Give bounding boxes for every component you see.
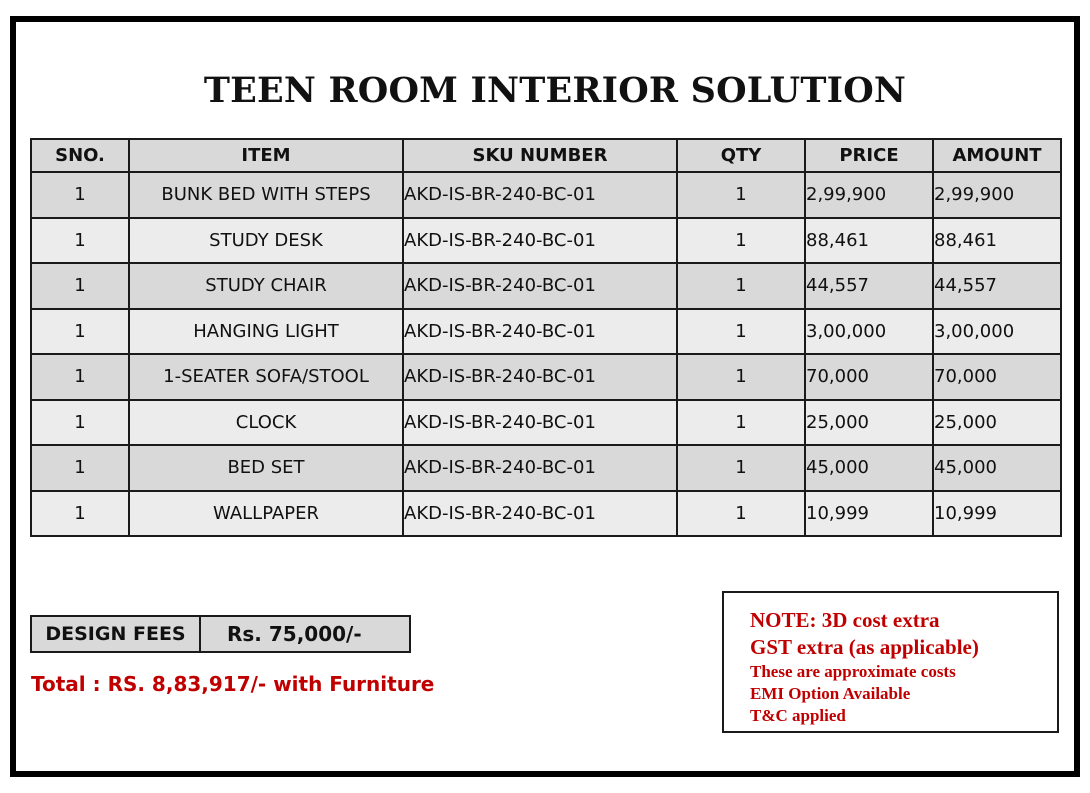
cell-amount: 44,557: [933, 263, 1061, 309]
cell-item: 1-SEATER SOFA/STOOL: [129, 354, 403, 400]
cell-sno: 1: [31, 445, 129, 491]
cell-qty: 1: [677, 218, 805, 264]
cell-amount: 70,000: [933, 354, 1061, 400]
cell-item: CLOCK: [129, 400, 403, 446]
cell-sno: 1: [31, 263, 129, 309]
cell-amount: 88,461: [933, 218, 1061, 264]
cell-qty: 1: [677, 400, 805, 446]
cell-price: 88,461: [805, 218, 933, 264]
cell-price: 3,00,000: [805, 309, 933, 355]
cell-item: STUDY CHAIR: [129, 263, 403, 309]
cell-sno: 1: [31, 172, 129, 218]
note-line: NOTE: 3D cost extra: [750, 608, 940, 632]
cell-sku: AKD-IS-BR-240-BC-01: [403, 445, 677, 491]
header-sku: SKU NUMBER: [403, 139, 677, 172]
cell-sku: AKD-IS-BR-240-BC-01: [403, 491, 677, 537]
table-header-row: [31, 139, 1061, 172]
header-amount: AMOUNT: [933, 139, 1061, 172]
design-fees-label: DESIGN FEES: [31, 616, 200, 652]
cell-item: WALLPAPER: [129, 491, 403, 537]
note-line: These are approximate costs: [750, 662, 956, 681]
cell-amount: 10,999: [933, 491, 1061, 537]
cell-item: BED SET: [129, 445, 403, 491]
note-line: EMI Option Available: [750, 684, 911, 703]
table-row: [31, 172, 1061, 218]
table-row: [31, 445, 1061, 491]
cell-sku: AKD-IS-BR-240-BC-01: [403, 218, 677, 264]
cell-price: 70,000: [805, 354, 933, 400]
cell-price: 44,557: [805, 263, 933, 309]
cell-sku: AKD-IS-BR-240-BC-01: [403, 172, 677, 218]
design-fees-value: Rs. 75,000/-: [200, 616, 410, 652]
table-row: [31, 491, 1061, 537]
items-table: [30, 138, 1062, 537]
cell-sno: 1: [31, 400, 129, 446]
header-price: PRICE: [805, 139, 933, 172]
cell-sku: AKD-IS-BR-240-BC-01: [403, 354, 677, 400]
design-fees-box: [30, 615, 411, 653]
cell-price: 10,999: [805, 491, 933, 537]
cell-item: BUNK BED WITH STEPS: [129, 172, 403, 218]
cell-price: 2,99,900: [805, 172, 933, 218]
table-row: [31, 309, 1061, 355]
cell-amount: 2,99,900: [933, 172, 1061, 218]
cell-sno: 1: [31, 354, 129, 400]
cell-sku: AKD-IS-BR-240-BC-01: [403, 263, 677, 309]
cell-sno: 1: [31, 218, 129, 264]
cell-sku: AKD-IS-BR-240-BC-01: [403, 400, 677, 446]
cell-amount: 25,000: [933, 400, 1061, 446]
note-line: T&C applied: [750, 706, 846, 725]
cell-qty: 1: [677, 172, 805, 218]
cell-qty: 1: [677, 309, 805, 355]
cell-qty: 1: [677, 445, 805, 491]
cell-amount: 3,00,000: [933, 309, 1061, 355]
cell-item: HANGING LIGHT: [129, 309, 403, 355]
table-row: [31, 400, 1061, 446]
cell-sno: 1: [31, 491, 129, 537]
table-row: [31, 354, 1061, 400]
page-title: TEEN ROOM INTERIOR SOLUTION: [203, 70, 907, 111]
header-item: ITEM: [129, 139, 403, 172]
cell-qty: 1: [677, 491, 805, 537]
note-box: [722, 591, 1059, 733]
total-amount: Total : RS. 8,83,917/- with Furniture: [31, 672, 435, 696]
table-row: [31, 263, 1061, 309]
header-qty: QTY: [677, 139, 805, 172]
cell-amount: 45,000: [933, 445, 1061, 491]
header-sno: SNO.: [31, 139, 129, 172]
note-line: GST extra (as applicable): [750, 635, 979, 659]
cell-price: 25,000: [805, 400, 933, 446]
cell-sno: 1: [31, 309, 129, 355]
cell-qty: 1: [677, 354, 805, 400]
cell-qty: 1: [677, 263, 805, 309]
table-row: [31, 218, 1061, 264]
cell-item: STUDY DESK: [129, 218, 403, 264]
cell-sku: AKD-IS-BR-240-BC-01: [403, 309, 677, 355]
cell-price: 45,000: [805, 445, 933, 491]
